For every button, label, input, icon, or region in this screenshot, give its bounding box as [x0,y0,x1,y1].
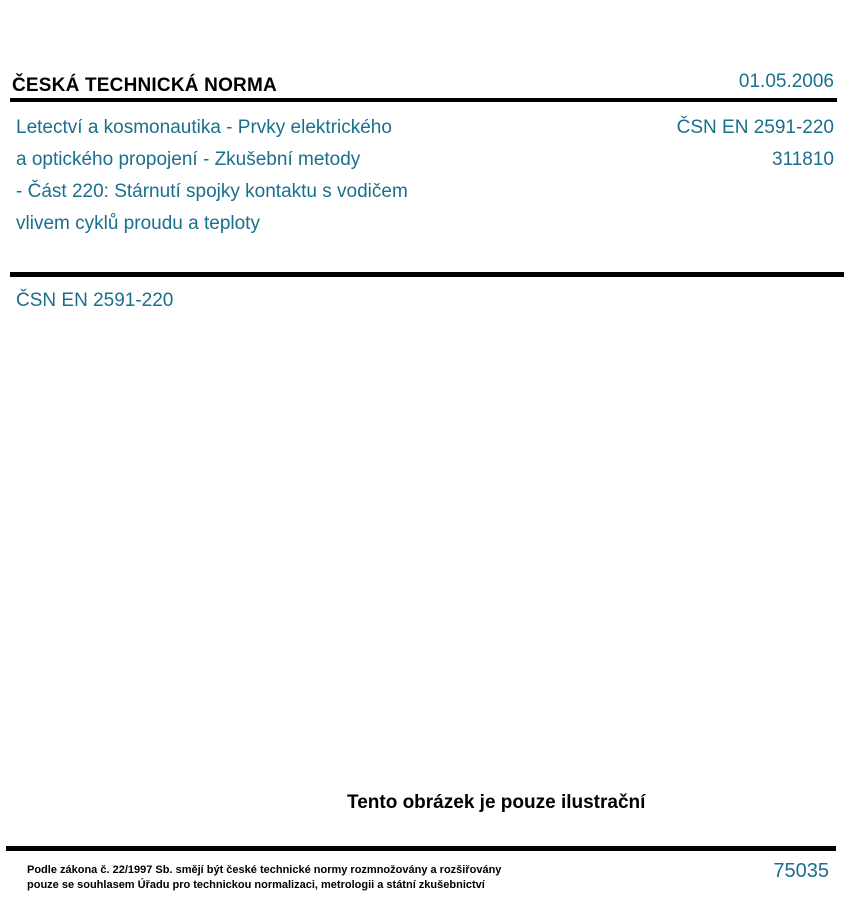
classification-code: 311810 [772,149,834,170]
legal-line-2: pouze se souhlasem Úřadu pro technickou normalizaci, metrologii a státní zkušebnictví [27,879,485,891]
title-line-2: a optického propojení - Zkušební metody [16,149,361,170]
norm-type-heading: ČESKÁ TECHNICKÁ NORMA [12,75,277,96]
bottom-divider [6,846,836,851]
standard-code: ČSN EN 2591-220 [676,117,834,138]
legal-line-1: Podle zákona č. 22/1997 Sb. smějí být české technické normy rozmnožovány a rozšiřovány [27,864,502,876]
legal-notice [27,863,501,893]
title-line-1: Letectví a kosmonautika - Prvky elektrického [16,117,392,138]
document-title [16,112,408,240]
title-line-3: - Část 220: Stárnutí spojky kontaktu s vodičem [16,181,408,202]
middle-divider [10,272,844,277]
effective-date: 01.05.2006 [738,71,834,92]
top-divider [10,98,837,102]
standard-identifiers [677,112,834,176]
illustration-notice: Tento obrázek je pouze ilustrační [347,792,646,813]
catalog-number: 75035 [773,860,829,882]
standard-code-repeat: ČSN EN 2591-220 [16,290,174,311]
title-line-4: vlivem cyklů proudu a teploty [16,213,260,234]
